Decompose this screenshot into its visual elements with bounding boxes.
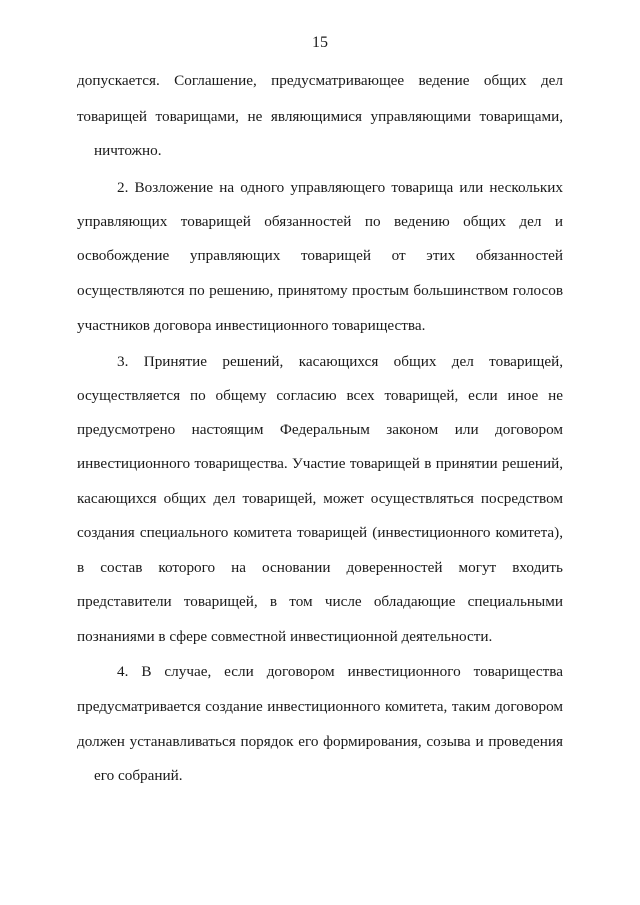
paragraph-4-first-line: 4. В случае, если договором инвестиционного товарищества bbox=[117, 663, 563, 680]
text-line: предусматривается создание инвестиционного комитета, таким договором bbox=[77, 698, 563, 715]
text-line: управляющих товарищей обязанностей по ведению общих дел и bbox=[77, 213, 563, 230]
text-line: его собраний. bbox=[94, 767, 183, 784]
text-line: осуществляется по общему согласию всех товарищей, если иное не bbox=[77, 387, 563, 404]
text-line: освобождение управляющих товарищей от этих обязанностей bbox=[77, 247, 563, 264]
text-line: инвестиционного товарищества. Участие товарищей в принятии решений, bbox=[77, 455, 563, 472]
text-line: товарищей товарищами, не являющимися управляющими товарищами, bbox=[77, 108, 563, 125]
text-line: допускается. Соглашение, предусматривающее ведение общих дел bbox=[77, 72, 563, 89]
page-number: 15 bbox=[312, 34, 328, 51]
text-line: осуществляются по решению, принятому простым большинством голосов bbox=[77, 282, 563, 299]
text-line: создания специального комитета товарищей (инвестиционного комитета), bbox=[77, 524, 563, 541]
text-line: должен устанавливаться порядок его формирования, созыва и проведения bbox=[77, 733, 563, 750]
paragraph-2-first-line: 2. Возложение на одного управляющего товарища или нескольких bbox=[117, 179, 563, 196]
text-line: в состав которого на основании доверенностей могут входить bbox=[77, 559, 563, 576]
text-line: ничтожно. bbox=[94, 142, 162, 159]
paragraph-3-first-line: 3. Принятие решений, касающихся общих дел товарищей, bbox=[117, 353, 563, 370]
text-line: предусмотрено настоящим Федеральным законом или договором bbox=[77, 421, 563, 438]
text-line: касающихся общих дел товарищей, может осуществляться посредством bbox=[77, 490, 563, 507]
text-line: представители товарищей, в том числе обладающие специальными bbox=[77, 593, 563, 610]
text-line: участников договора инвестиционного товарищества. bbox=[77, 317, 426, 334]
text-line: познаниями в сфере совместной инвестиционной деятельности. bbox=[77, 628, 493, 645]
